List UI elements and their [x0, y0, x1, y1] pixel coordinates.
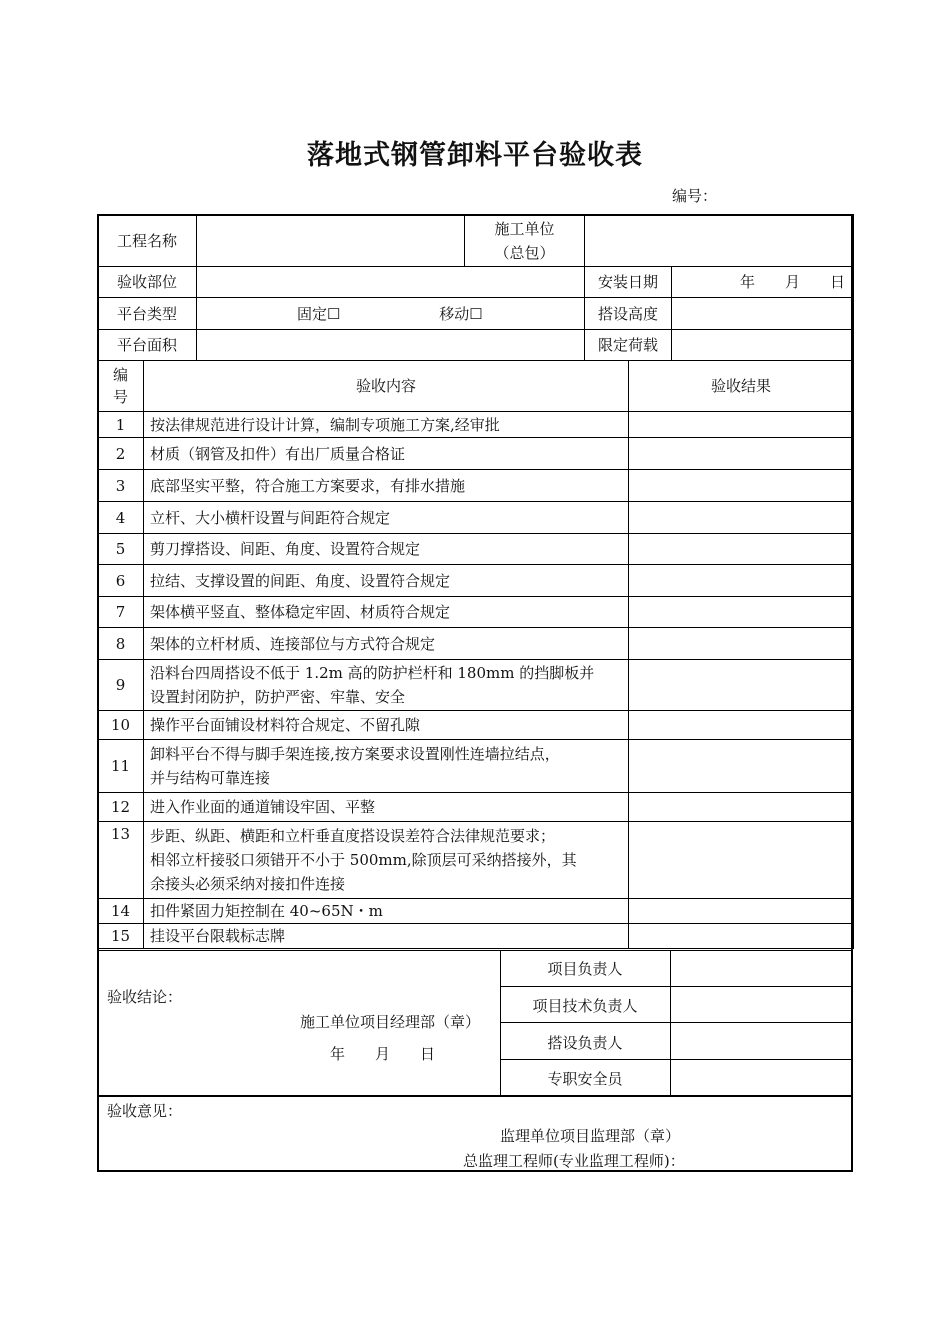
height-label: 搭设高度	[585, 298, 672, 330]
item-result[interactable]	[629, 660, 854, 711]
mobile-option[interactable]: 移动☐	[439, 304, 483, 323]
table-row	[98, 740, 854, 793]
table-row	[98, 899, 854, 924]
role-safety-officer: 专职安全员	[547, 1070, 623, 1088]
acceptance-part-field[interactable]	[197, 267, 585, 298]
item-result[interactable]	[629, 565, 854, 597]
item-no: 8	[98, 628, 144, 660]
items-no-header-2: 号	[112, 388, 128, 406]
item-text: 操作平台面铺设材料符合规定、不留孔隙	[144, 711, 629, 740]
item-no: 11	[98, 740, 144, 793]
role-line	[500, 1022, 853, 1023]
item-text: 底部坚实平整，符合施工方案要求，有排水措施	[144, 470, 629, 502]
item-no: 10	[98, 711, 144, 740]
contractor-label	[465, 215, 585, 267]
item-result[interactable]	[629, 438, 854, 470]
item-no: 7	[98, 597, 144, 628]
item-text: 拉结、支撑设置的间距、角度、设置符合规定	[144, 565, 629, 597]
item-text-line: 卸料平台不得与脚手架连接,按方案要求设置刚性连墙拉结点，	[150, 745, 560, 763]
conclusion-label: 验收结论：	[107, 988, 183, 1006]
item-text: 材质（钢管及扣件）有出厂质量合格证	[144, 438, 629, 470]
item-text: 挂设平台限载标志牌	[144, 924, 629, 949]
item-result[interactable]	[629, 822, 854, 899]
platform-type-label: 平台类型	[98, 298, 197, 330]
contractor-label-line2: （总包）	[494, 243, 555, 262]
role-project-lead: 项目负责人	[547, 960, 623, 978]
item-no: 1	[98, 412, 144, 438]
platform-type-options	[197, 298, 585, 330]
contractor-field[interactable]	[585, 215, 854, 267]
table-row	[98, 597, 854, 628]
role-erection-lead: 搭设负责人	[547, 1034, 623, 1052]
item-result[interactable]	[629, 924, 854, 949]
item-text-line: 步距、纵距、横距和立杆垂直度搭设误差符合法律规范要求；	[150, 827, 556, 845]
conclusion-dept: 施工单位项目经理部（章）	[300, 1013, 481, 1031]
item-text: 架体的立杆材质、连接部位与方式符合规定	[144, 628, 629, 660]
load-label: 限定荷载	[585, 330, 672, 361]
table-row	[98, 793, 854, 822]
item-result[interactable]	[629, 628, 854, 660]
items-content-header: 验收内容	[144, 361, 629, 412]
role-line	[500, 1059, 853, 1060]
item-result[interactable]	[629, 412, 854, 438]
opinion-engineer[interactable]: 总监理工程师(专业监理工程师)：	[463, 1152, 685, 1170]
item-no: 12	[98, 793, 144, 822]
item-result[interactable]	[629, 502, 854, 534]
table-row	[98, 502, 854, 534]
table-row	[98, 628, 854, 660]
item-result[interactable]	[629, 534, 854, 565]
items-result-header: 验收结果	[629, 361, 854, 412]
fixed-option[interactable]: 固定☐	[297, 304, 341, 323]
item-text	[144, 740, 629, 793]
contractor-label-line1: 施工单位	[494, 219, 555, 238]
table-row	[98, 924, 854, 949]
role-tech-lead: 项目技术负责人	[532, 997, 638, 1015]
table-row	[98, 412, 854, 438]
install-date-field[interactable]: 年 月 日	[672, 267, 854, 298]
item-no: 13	[98, 822, 144, 899]
item-result[interactable]	[629, 793, 854, 822]
conclusion-date[interactable]: 年 月 日	[330, 1045, 436, 1063]
item-no: 6	[98, 565, 144, 597]
page-title: 落地式钢管卸料平台验收表	[307, 140, 643, 171]
item-text	[144, 822, 629, 899]
opinion-dept: 监理单位项目监理部（章）	[500, 1127, 681, 1145]
item-no: 2	[98, 438, 144, 470]
item-text-line: 相邻立杆接驳口须错开不小于 500mm,除顶层可采纳搭接外，其	[150, 851, 577, 869]
item-result[interactable]	[629, 711, 854, 740]
project-name-label: 工程名称	[98, 215, 197, 267]
item-text	[144, 660, 629, 711]
table-row	[98, 822, 854, 899]
role-line	[500, 986, 853, 987]
item-no: 3	[98, 470, 144, 502]
role-divider	[670, 950, 671, 1096]
height-field[interactable]	[672, 298, 854, 330]
item-no: 14	[98, 899, 144, 924]
item-no: 15	[98, 924, 144, 949]
item-text: 扣件紧固力矩控制在 40~65N・m	[144, 899, 629, 924]
opinion-label: 验收意见：	[107, 1102, 183, 1120]
area-label: 平台面积	[98, 330, 197, 361]
item-result[interactable]	[629, 597, 854, 628]
item-text: 按法律规范进行设计计算，编制专项施工方案,经审批	[144, 412, 629, 438]
item-text-line: 并与结构可靠连接	[150, 769, 271, 787]
table-row	[98, 470, 854, 502]
item-text-line: 沿料台四周搭设不低于 1.2m 高的防护栏杆和 180mm 的挡脚板并	[150, 664, 595, 682]
items-no-header	[98, 361, 144, 412]
item-text: 立杆、大小横杆设置与间距符合规定	[144, 502, 629, 534]
item-text: 剪刀撑搭设、间距、角度、设置符合规定	[144, 534, 629, 565]
table-row	[98, 660, 854, 711]
item-result[interactable]	[629, 470, 854, 502]
header-table	[97, 214, 854, 361]
items-table	[97, 360, 854, 949]
item-result[interactable]	[629, 740, 854, 793]
acceptance-part-label: 验收部位	[98, 267, 197, 298]
item-no: 9	[98, 660, 144, 711]
item-text: 进入作业面的通道铺设牢固、平整	[144, 793, 629, 822]
install-date-label: 安装日期	[585, 267, 672, 298]
item-text-line: 设置封闭防护，防护严密、牢靠、安全	[150, 688, 406, 706]
table-row	[98, 711, 854, 740]
table-row	[98, 534, 854, 565]
table-row	[98, 438, 854, 470]
item-no: 4	[98, 502, 144, 534]
area-field[interactable]	[197, 330, 585, 361]
item-result[interactable]	[629, 899, 854, 924]
item-text-line: 余接头必须采纳对接扣件连接	[150, 875, 346, 893]
item-text: 架体横平竖直、整体稳定牢固、材质符合规定	[144, 597, 629, 628]
project-name-field[interactable]	[197, 215, 465, 267]
table-row	[98, 565, 854, 597]
items-no-header-1: 编	[112, 366, 128, 384]
load-field[interactable]	[672, 330, 854, 361]
item-no: 5	[98, 534, 144, 565]
doc-number-label: 编号：	[672, 187, 718, 205]
